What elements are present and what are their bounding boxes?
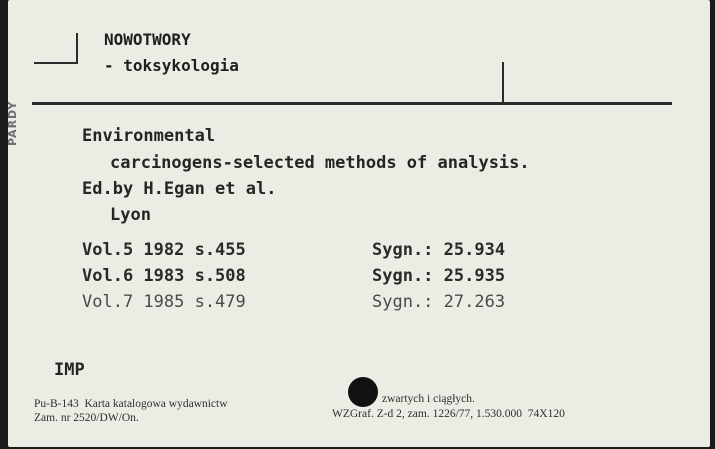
footer-line-2-left: Zam. nr 2520/DW/On. [34,412,139,424]
footer-line-1-left: Pu-B-143 Karta katalogowa wydawnictw [34,398,228,410]
corner-mark-horizontal [34,62,78,64]
corner-mark-vertical [76,33,78,63]
imp-label: IMP [54,360,85,380]
body-line-1: Environmental [82,126,216,146]
footer-line-2-right: WZGraf. Z-d 2, zam. 1226/77, 1.530.000 74X120 [332,408,565,420]
heading-subtitle: - toksykologia [104,56,239,75]
entry-vol-7: Vol.7 1985 s.479 [82,292,246,312]
heading-title: NOWOTWORY [104,30,191,49]
body-line-4: Lyon [110,205,151,225]
punch-hole [348,377,378,407]
entry-sygn-6: Sygn.: 25.935 [372,266,506,286]
body-line-3: Ed.by H.Egan et al. [82,179,277,199]
heading-divider [32,102,672,105]
edge-label: PARDY [6,100,19,146]
entry-vol-5: Vol.5 1982 s.455 [82,240,246,260]
footer-line-1-right: zwartych i ciągłych. [382,393,475,405]
body-line-2: carcinogens-selected methods of analysis. [110,153,530,173]
entry-sygn-7: Sygn.: 27.263 [372,292,506,312]
catalog-card [8,0,710,447]
entry-sygn-5: Sygn.: 25.934 [372,240,506,260]
entry-vol-6: Vol.6 1983 s.508 [82,266,246,286]
heading-right-rule [502,62,504,102]
